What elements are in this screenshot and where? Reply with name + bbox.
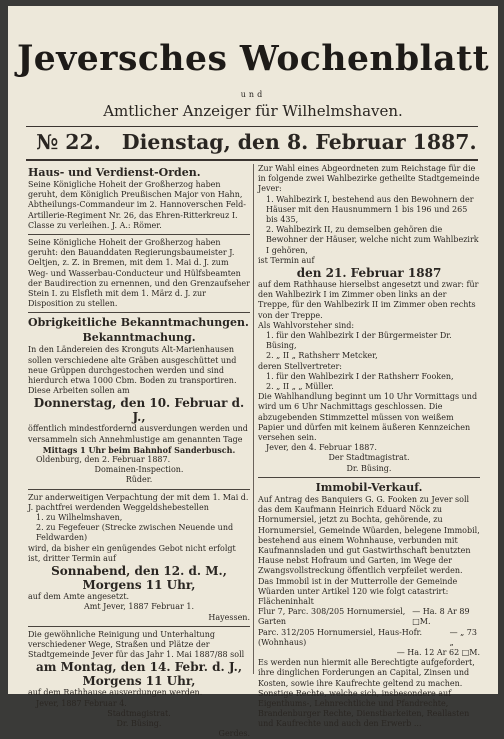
election-deputy-heading: deren Stellvertreter: [258, 361, 342, 371]
election-text-2: ist Termin auf [258, 255, 315, 265]
lease-text: Zur anderweitigen Verpachtung der mit dem 1. Mai d. J. pachtfrei werdenden Weggeldshebestellen [28, 492, 249, 512]
masthead-und: und [240, 90, 266, 99]
cleaning-authority: Stadtmagistrat. [107, 708, 171, 718]
immobil-heading: Immobil-Verkauf. [315, 480, 423, 494]
cleaning-date: am Montag, den 14. Febr. d. J., [35, 660, 243, 675]
lease-name: Hayessen. [208, 612, 250, 622]
column-divider [253, 164, 254, 674]
announcement-text: In den Ländereien des Kronguts Alt-Marienhausen sollen verschiedene alte Gräben ausgeschüttet und neue Grüppen durchgestochen werden und sind hierdurch etwa 1000 Cbm. Boden zu transportiren. Diese Arbeiten sollen am [28, 345, 237, 396]
election-signature: Dr. Büsing. [346, 463, 392, 473]
immobil-text-2: Das Immobil ist in der Mutterrolle der Gemeinde Wüarden unter Artikel 120 wie folgt catastrirt: Flächeninhalt [258, 576, 458, 606]
election-deputy: 2. „ II „ „ Müller. [266, 382, 334, 392]
lease-text-2: wird, da bisher ein genügendes Gebot nicht erfolgt ist, dritter Termin auf [28, 543, 236, 563]
right-column [258, 164, 480, 730]
election-place: Jever, den 4. Februar 1887. [266, 443, 377, 453]
election-item: 1. Wahlbezirk I, bestehend aus den Bewohnern der Häuser mit den Hausnummern 1 bis 196 und 265 bis 435, [266, 194, 474, 225]
immobil-row-value: — Ha. 8 Ar 89 □M. [412, 607, 470, 627]
immobil-total-row [258, 648, 480, 658]
newspaper-page [8, 6, 498, 739]
official-heading: Obrigkeitliche Bekanntmachungen. [28, 316, 249, 330]
divider [28, 626, 250, 627]
announcement-authority: Domainen-Inspection. [94, 465, 184, 475]
immobil-row-value: — Ha. 12 Ar 62 □M. [396, 647, 480, 657]
divider [28, 489, 250, 490]
lease-time: Morgens 11 Uhr, [82, 578, 196, 593]
announcement-place: Oldenburg, den 2. Februar 1887. [36, 455, 171, 465]
lease-signature: Amt Jever, 1887 Februar 1. [84, 602, 194, 612]
lease-date: Sonnabend, den 12. d. M., [51, 564, 227, 579]
top-rule [26, 126, 478, 127]
announcement-signature: Rüder. [125, 475, 153, 485]
immobil-row-value: — „ 73 „ [449, 627, 477, 647]
cleaning-time: Morgens 11 Uhr, [82, 674, 196, 689]
issue-number: № 22. [36, 130, 101, 154]
order-text: Seine Königliche Hoheit der Großherzog haben geruht, dem Königlich Preußischen Major von Hahn, Abtheilungs-Commandeur im 2. Hannoverschen Feld-Artillerie-Regiment Nr. 26, das Ehren-Ritterkreuz I. Classe zu verleihen. J. A.: Römer. [28, 180, 246, 230]
cleaning-signature-2: Gerdes. [218, 729, 250, 739]
immobil-row-label: Parc. 312/205 Hornumersiel, Haus-Hofr. (Wohnhaus) [258, 627, 423, 647]
lease-item: 2. zu Fegefeuer (Strecke zwischen Neuende und Feldwarden) [36, 523, 234, 543]
immobil-row [258, 628, 480, 648]
election-item: 2. Wahlbezirk II, zu demselben gehören die Bewohner der Häuser, welche nicht zum Wahlbezirk I gehören, [266, 225, 479, 255]
cleaning-signature: Dr. Büsing. [116, 718, 162, 728]
announcement-date: Donnerstag, den 10. Februar d. J., [33, 396, 245, 425]
immobil-text: Auf Antrag des Banquiers G. G. Fooken zu Jever soll das dem Kaufmann Heinrich Eduard Nöck zu Hornumersiel, jetzt zu Bochta, gehörende, zu Hornumersiel, Gemeinde Wüarden, belegene Immobil, bestehend aus einem Wohnhause, verbunden mit Kaufmannsladen und gut Gastwirthschaft benutzten Hause nebst Hofraum und Garten, im Wege der Zwangsvollstreckung öffentlich verpfeilet werden. [258, 494, 480, 576]
election-deputy: 1. für den Wahlbezirk I der Rathsherr Fooken, [266, 371, 454, 381]
immobil-row [258, 607, 480, 627]
immobil-text-3: Es werden nun hiermit alle Berechtigte aufgefordert, ihre dinglichen Forderungen an Capital, Zinsen und Kosten, sowie ihre Kaufrechte geltend zu machen. Sonstige Rechte, welche sich, insbesondere auf Eigenthums-, Lehnrechtliche und Pfandrechte, Brandenburger Rechte, Dienstbarkeiten, Reallasten und Kaufrechte und auch den Erwerb ... [258, 658, 475, 729]
election-chair-heading: Als Wahlvorsteher sind: [258, 320, 355, 330]
immobil-row-label: Flur 7, Parc. 308/205 Hornumersiel, Garten [258, 607, 406, 627]
cleaning-place: Jever, 1887 Februar 4. [36, 698, 127, 708]
election-chair: 1. für den Wahlbezirk I der Bürgermeister Dr. Büsing, [266, 331, 452, 351]
lease-item: 1. zu Wilhelmshaven, [36, 513, 123, 523]
election-text-3: auf dem Rathhause hierselbst angesetzt und zwar: für den Wahlbezirk I im Zimmer oben links an der Treppe, für den Wahlbezirk II im Zimmer oben rechts von der Treppe. [258, 280, 479, 320]
election-authority: Der Stadtmagistrat. [328, 453, 410, 463]
promotion-text: Seine Königliche Hoheit der Großherzog haben geruht: den Bauanddaten Regierungsbaumeister J. Oeltjen, z. Z. in Bremen, mit dem 1. Mai d. J. zum Weg- und Wasserbau-Conducteur und Hülfsbeamten der Baudirection zu ernennen, und den Grenzaufseher Stein I. zu Elsfleth mit dem 1. März d. J. zur Disposition zu stellen. [28, 238, 250, 309]
election-chair: 2. „ II „ Rathsherr Metcker, [266, 351, 378, 361]
order-heading: Haus- und Verdienst-Orden. [28, 166, 201, 179]
divider [28, 312, 250, 313]
masthead-subtitle: Amtlicher Anzeiger für Wilhelmshaven. [103, 102, 403, 120]
announcement-heading: Bekanntmachung. [82, 331, 196, 345]
election-date: den 21. Februar 1887 [296, 266, 442, 281]
announcement-time: Mittags 1 Uhr beim Bahnhof Sanderbusch. [42, 444, 236, 455]
masthead-title: Jeversches Wochenblatt [16, 39, 490, 79]
election-text: Zur Wahl eines Abgeordneten zum Reichstage für die in folgende zwei Wahlbezirke getheilte Stadtgemeinde Jever: [258, 164, 480, 194]
left-column [28, 164, 250, 739]
issue-date: Dienstag, den 8. Februar 1887. [121, 130, 477, 154]
announcement-text-2: öffentlich mindestfordernd ausverdungen werden und versammeln sich Annehmlustige am genannten Tage [28, 424, 248, 444]
cleaning-text: Die gewöhnliche Reinigung und Unterhaltung verschiedener Wege, Straßen und Plätze der Stadtgemeinde Jever für das Jahr 1. Mai 1887/88 soll [28, 629, 245, 660]
divider [258, 477, 480, 478]
date-rule [26, 159, 478, 161]
cleaning-text-2: auf dem Rathhause ausverdungen werden. [28, 688, 203, 698]
divider [28, 234, 250, 235]
issue-dateline [36, 130, 476, 154]
election-text-4: Die Wahlhandlung beginnt um 10 Uhr Vormittags und wird um 6 Uhr Nachmittags geschlossen. Die abzugebenden Stimmzettel müssen von weißem Papier und dürfen mit keinem äußeren Kennzeichen versehen sein. [258, 392, 478, 443]
lease-place: auf dem Amte angesetzt. [28, 592, 130, 602]
